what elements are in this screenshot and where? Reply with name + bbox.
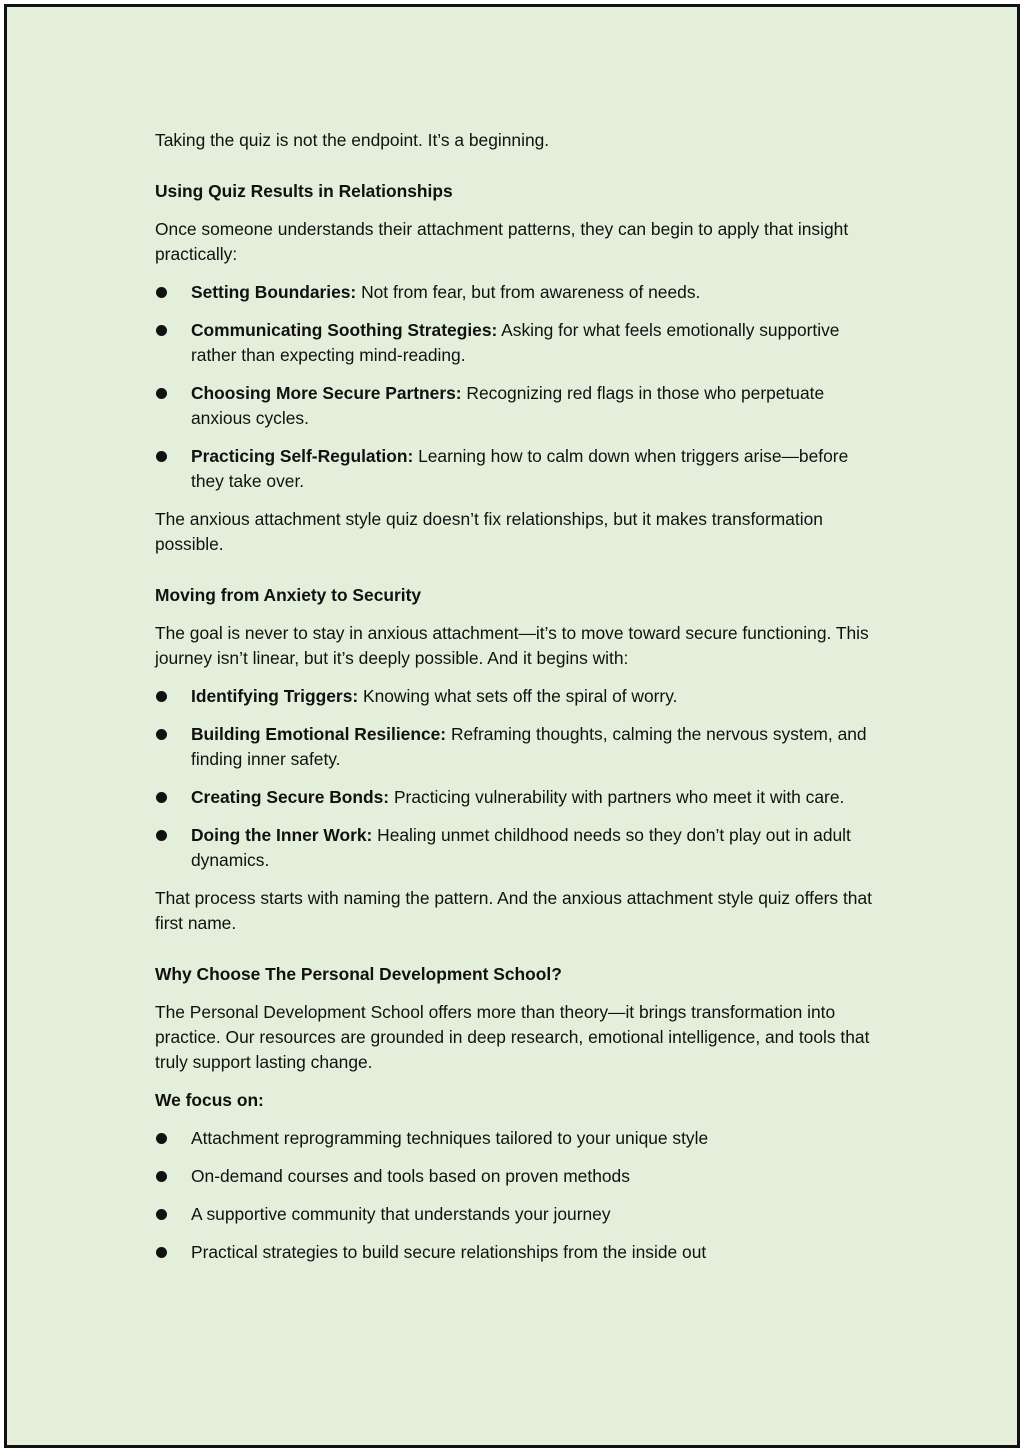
bullet-icon (156, 792, 167, 803)
bullet-icon (156, 1247, 167, 1258)
bullet-icon (156, 830, 167, 841)
list-item (155, 684, 880, 709)
list-item (155, 785, 880, 810)
bullet-list-quiz-results (155, 280, 880, 494)
list-item-text: On-demand courses and tools based on proven methods (191, 1166, 630, 1186)
section-closing-quiz-results: The anxious attachment style quiz doesn’t fix relationships, but it makes transformation possible. (155, 509, 823, 554)
bullet-icon (156, 1209, 167, 1220)
list-item-term: Identifying Triggers: (191, 686, 359, 706)
list-item (155, 1240, 880, 1265)
list-item (155, 1202, 880, 1227)
list-item-text: Practicing vulnerability with partners who meet it with care. (389, 787, 845, 807)
list-item-text: Knowing what sets off the spiral of worry. (358, 686, 678, 706)
section-heading-quiz-results: Using Quiz Results in Relationships (155, 181, 453, 201)
bullet-list-focus (155, 1126, 880, 1265)
list-item-term: Practicing Self-Regulation: (191, 446, 414, 466)
section-lead-quiz-results: Once someone understands their attachment patterns, they can begin to apply that insight practically: (155, 219, 849, 264)
list-item (155, 1126, 880, 1151)
list-item (155, 722, 880, 772)
bullet-icon (156, 691, 167, 702)
bullet-icon (156, 1171, 167, 1182)
list-item-text: Reframing thoughts, calming the nervous system, and finding inner safety. (191, 724, 867, 769)
list-item (155, 381, 880, 431)
list-item-term: Doing the Inner Work: (191, 825, 373, 845)
list-item-term: Creating Secure Bonds: (191, 787, 390, 807)
list-item (155, 318, 880, 368)
bullet-icon (156, 1133, 167, 1144)
section-closing-anxiety-to-security: That process starts with naming the pattern. And the anxious attachment style quiz offers that first name. (155, 888, 872, 933)
list-item (155, 1164, 880, 1189)
list-item-text: Asking for what feels emotionally supportive rather than expecting mind-reading. (191, 320, 840, 365)
bullet-icon (156, 451, 167, 462)
bullet-list-anxiety-to-security (155, 684, 880, 873)
document-content (155, 128, 880, 1278)
section-heading-anxiety-to-security: Moving from Anxiety to Security (155, 585, 422, 605)
list-item (155, 444, 880, 494)
list-item-text: Attachment reprogramming techniques tailored to your unique style (191, 1128, 709, 1148)
document-page (4, 4, 1020, 1448)
list-item-text: Practical strategies to build secure relationships from the inside out (191, 1242, 707, 1262)
list-item-text: Not from fear, but from awareness of needs. (356, 282, 701, 302)
bullet-icon (156, 729, 167, 740)
list-item-term: Building Emotional Resilience: (191, 724, 447, 744)
list-item (155, 823, 880, 873)
list-item-term: Choosing More Secure Partners: (191, 383, 462, 403)
list-item-term: Setting Boundaries: (191, 282, 357, 302)
focus-label: We focus on: (155, 1090, 264, 1110)
bullet-icon (156, 287, 167, 298)
section-lead-why-choose: The Personal Development School offers more than theory—it brings transformation into practice. Our resources are grounded in deep research, emotional intelligence, and tools that truly support lasting change. (155, 1002, 870, 1072)
list-item-term: Communicating Soothing Strategies: (191, 320, 498, 340)
list-item (155, 280, 880, 305)
list-item-text: A supportive community that understands your journey (191, 1204, 611, 1224)
bullet-icon (156, 325, 167, 336)
list-item-text: Healing unmet childhood needs so they don’t play out in adult dynamics. (191, 825, 851, 870)
bullet-icon (156, 388, 167, 399)
section-lead-anxiety-to-security: The goal is never to stay in anxious attachment—it’s to move toward secure functioning. This journey isn’t linear, but it’s deeply possible. And it begins with: (155, 623, 869, 668)
section-heading-why-choose: Why Choose The Personal Development School? (155, 964, 562, 984)
list-item-text: Recognizing red flags in those who perpetuate anxious cycles. (191, 383, 825, 428)
list-item-text: Learning how to calm down when triggers arise—before they take over. (191, 446, 849, 491)
intro-paragraph: Taking the quiz is not the endpoint. It’s a beginning. (155, 130, 550, 150)
